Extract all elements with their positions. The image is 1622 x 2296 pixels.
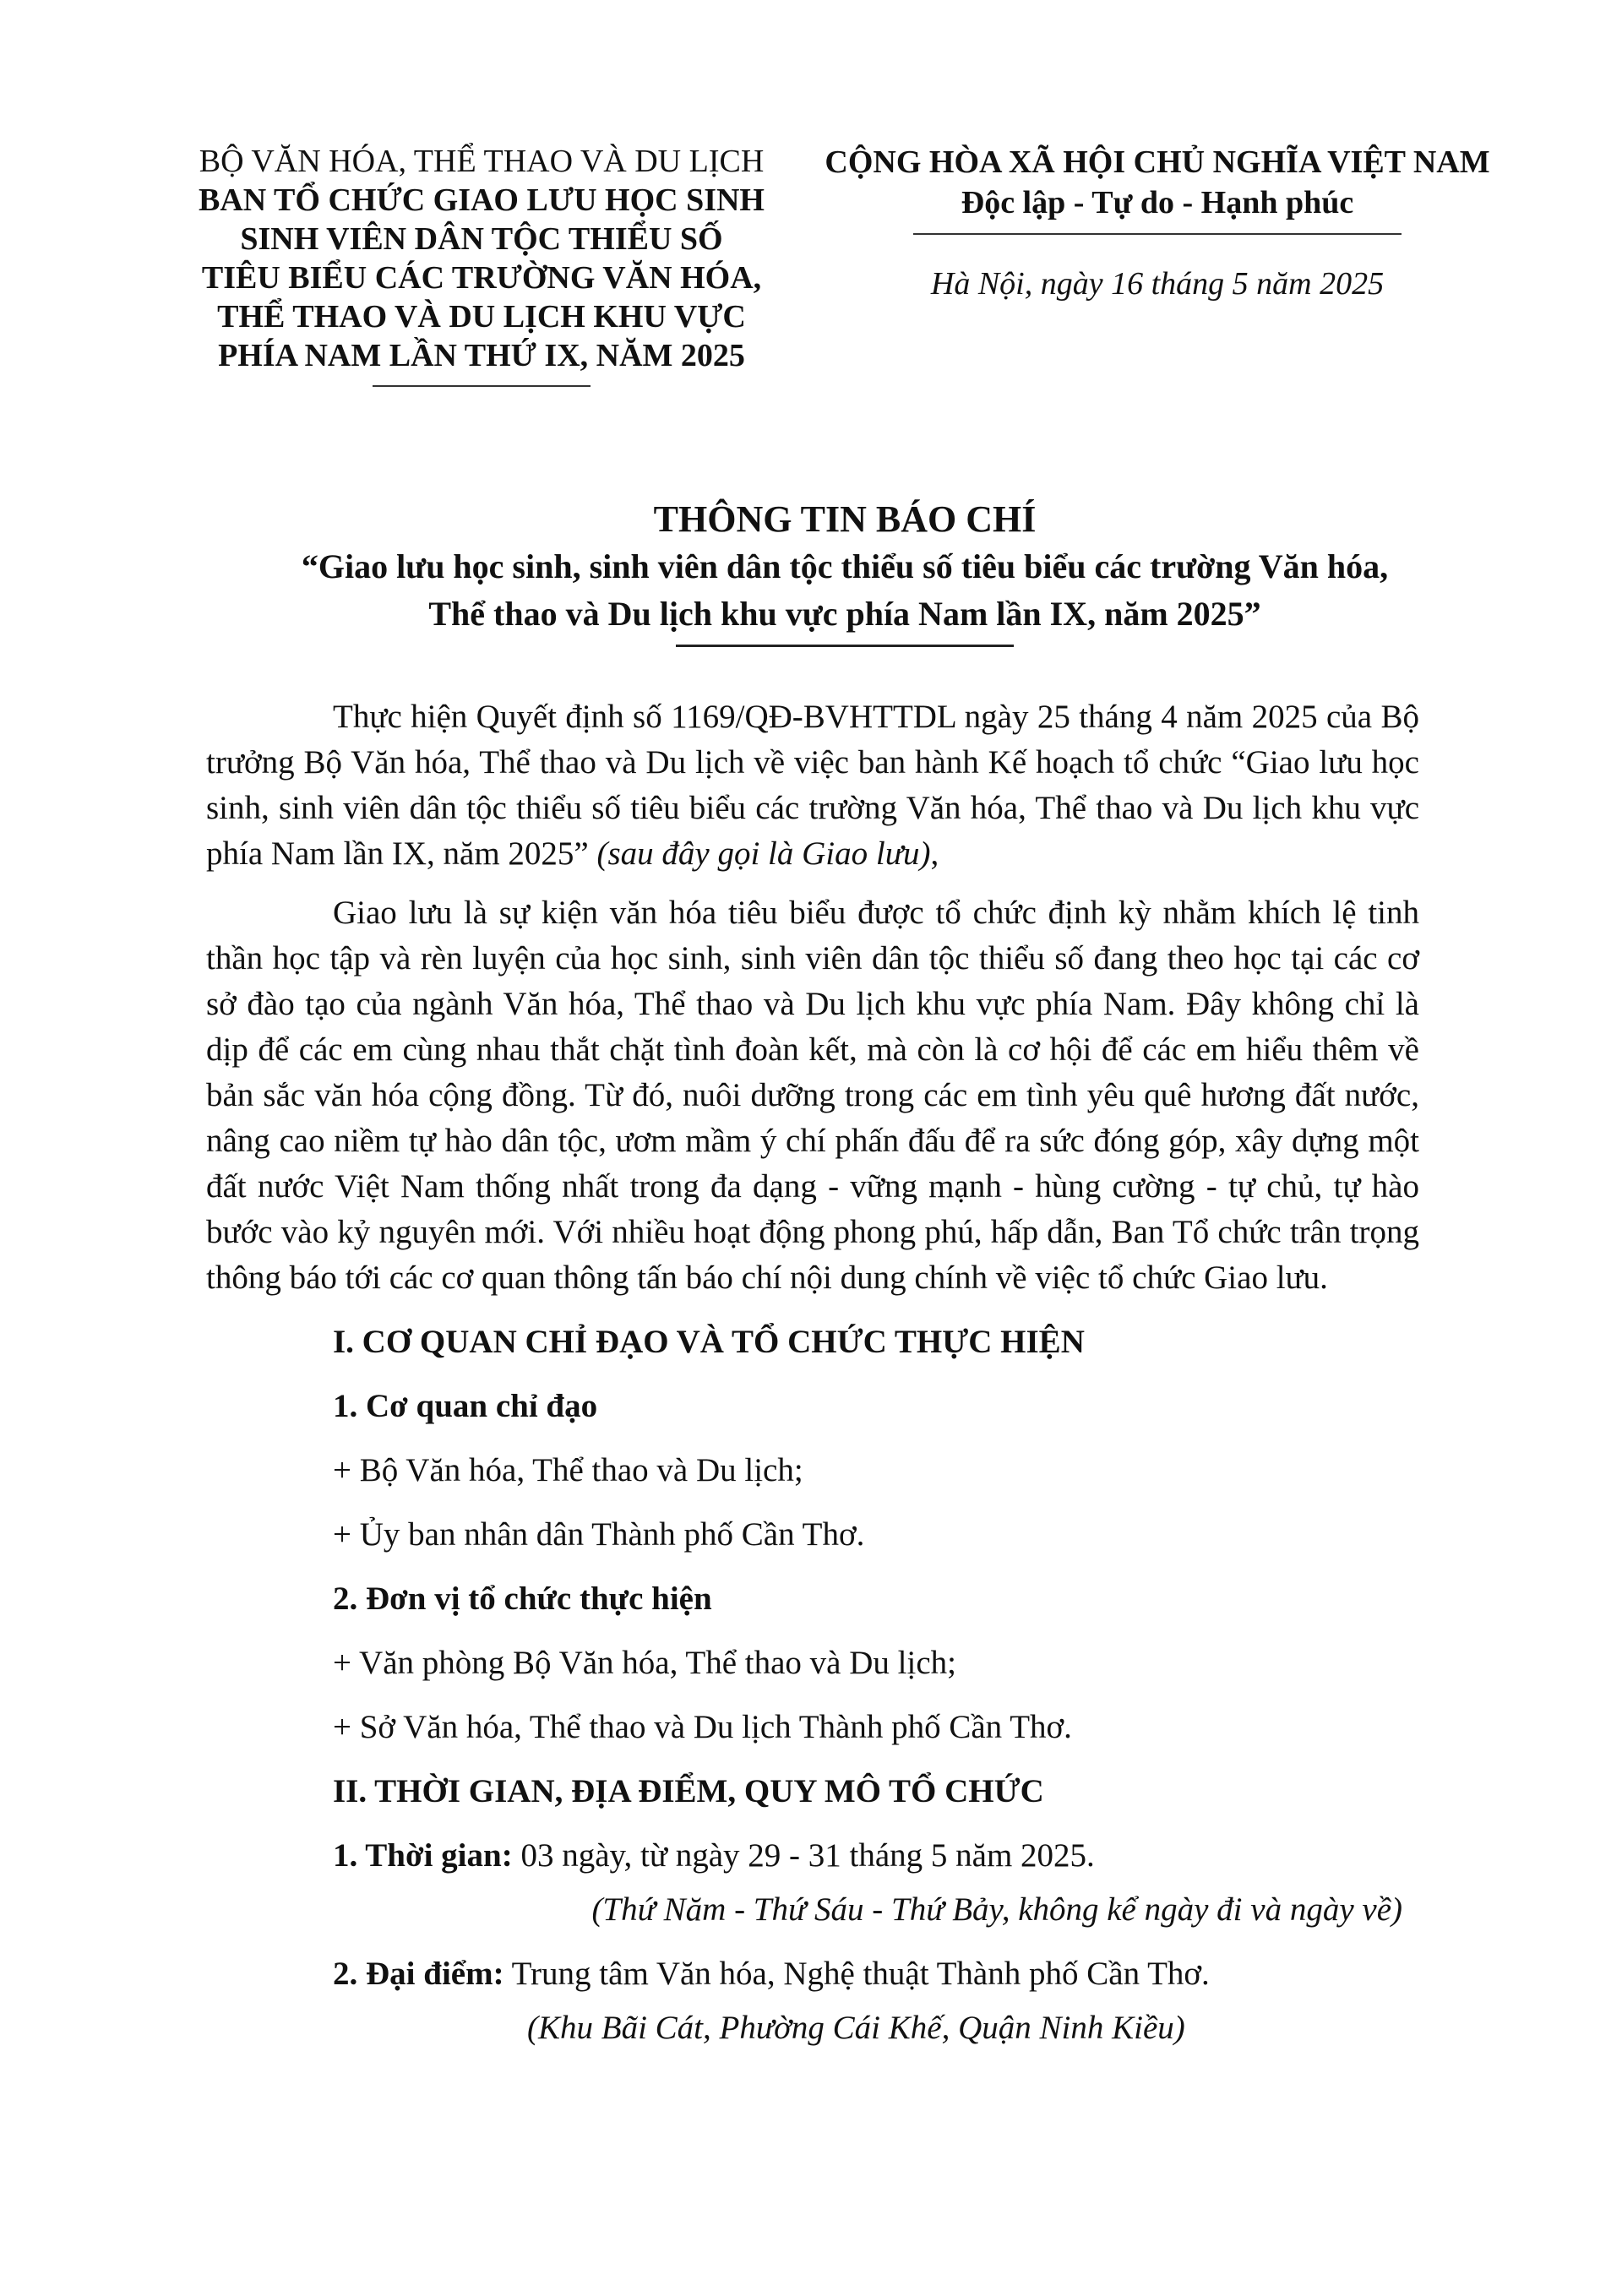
intro-paragraph <box>206 694 1419 877</box>
document-title: THÔNG TIN BÁO CHÍ <box>653 498 1037 540</box>
document-date: Hà Nội, ngày 16 tháng 5 năm 2025 <box>930 266 1385 302</box>
list-item: + Bộ Văn hóa, Thể thao và Du lịch; <box>333 1452 803 1488</box>
country-name: CỘNG HÒA XÃ HỘI CHỦ NGHĨA VIỆT NAM <box>825 144 1490 180</box>
list-item: + Sở Văn hóa, Thể thao và Du lịch Thành phố Cần Thơ. <box>333 1709 1072 1745</box>
national-motto: Độc lập - Tự do - Hạnh phúc <box>961 185 1354 220</box>
body-paragraph: Giao lưu là sự kiện văn hóa tiêu biểu được tổ chức định kỳ nhằm khích lệ tinh thần học tập và rèn luyện của học sinh, sinh viên dân tộc thiểu số đang theo học tại các cơ sở đào tạo của ngành Văn hóa, Thể thao và Du lịch khu vực phía Nam. Đây không chỉ là dịp để các em cùng nhau thắt chặt tình đoàn kết, mà còn là cơ hội để các em hiểu thêm về bản sắc văn hóa cộng đồng. Từ đó, nuôi dưỡng trong các em tình yêu quê hương đất nước, nâng cao niềm tự hào dân tộc, ươm mầm ý chí phấn đấu để ra sức đóng góp, xây dựng một đất nước Việt Nam thống nhất trong đa dạng - vững mạnh - hùng cường - tự chủ, tự hào bước vào kỷ nguyên mới. Với nhiều hoạt động phong phú, hấp dẫn, Ban Tổ chức trân trọng thông báo tới các cơ quan thông tấn báo chí nội dung chính về việc tổ chức Giao lưu. <box>206 895 1419 1296</box>
place-note: (Khu Bãi Cát, Phường Cái Khế, Quận Ninh Kiều) <box>527 2010 1185 2046</box>
place-label: 2. Đại điểm: <box>333 1956 504 1992</box>
ministry-name: BỘ VĂN HÓA, THỂ THAO VÀ DU LỊCH <box>199 144 765 179</box>
time-line <box>206 1833 1419 1879</box>
time-note: (Thứ Năm - Thứ Sáu - Thứ Bảy, không kể ngày đi và ngày về) <box>591 1891 1402 1928</box>
list-item: + Văn phòng Bộ Văn hóa, Thể thao và Du lịch; <box>333 1645 956 1681</box>
time-value: 03 ngày, từ ngày 29 - 31 tháng 5 năm 2025. <box>512 1837 1095 1874</box>
organizing-committee-line: SINH VIÊN DÂN TỘC THIỂU SỐ <box>240 221 723 257</box>
title-underline <box>676 645 1014 647</box>
place-value: Trung tâm Văn hóa, Nghệ thuật Thành phố Cần Thơ. <box>503 1956 1210 1992</box>
issuing-agency-block <box>152 142 811 387</box>
subsection-heading: 1. Cơ quan chỉ đạo <box>333 1388 598 1424</box>
organizing-committee-line: THỂ THAO VÀ DU LỊCH KHU VỰC <box>217 299 746 335</box>
document-subtitle-line: Thể thao và Du lịch khu vực phía Nam lần IX, năm 2025” <box>428 595 1261 633</box>
organizing-committee-line: BAN TỔ CHỨC GIAO LƯU HỌC SINH <box>199 182 765 218</box>
place-line <box>206 1951 1419 1997</box>
document-subtitle-line: “Giao lưu học sinh, sinh viên dân tộc thiểu số tiêu biểu các trường Văn hóa, <box>301 547 1389 585</box>
organizing-committee-line: TIÊU BIỂU CÁC TRƯỜNG VĂN HÓA, <box>201 260 762 296</box>
section-heading: II. THỜI GIAN, ĐỊA ĐIỂM, QUY MÔ TỔ CHỨC <box>333 1773 1044 1809</box>
intro-tail: , <box>930 835 939 872</box>
document-body <box>206 694 1419 2051</box>
motto-underline <box>913 233 1402 235</box>
intro-italic: (sau đây gọi là Giao lưu) <box>596 835 931 872</box>
list-item: + Ủy ban nhân dân Thành phố Cần Thơ. <box>333 1516 865 1553</box>
time-label: 1. Thời gian: <box>333 1837 513 1874</box>
agency-underline <box>373 385 591 387</box>
title-block <box>194 496 1495 647</box>
intro-text: Thực hiện Quyết định số 1169/QĐ-BVHTTDL ngày 25 tháng 4 năm 2025 của Bộ trưởng Bộ Văn hóa, Thể thao và Du lịch về việc ban hành Kế hoạch tổ chức “Giao lưu học sinh, sinh viên dân tộc thiểu số tiêu biểu các trường Văn hóa, Thể thao và Du lịch khu vực phía Nam lần IX, năm 2025” <box>206 699 1419 872</box>
subsection-heading: 2. Đơn vị tổ chức thực hiện <box>333 1581 712 1617</box>
section-heading: I. CƠ QUAN CHỈ ĐẠO VÀ TỔ CHỨC THỰC HIỆN <box>333 1324 1085 1360</box>
national-header-block <box>811 142 1504 304</box>
organizing-committee-line: PHÍA NAM LẦN THỨ IX, NĂM 2025 <box>218 338 745 373</box>
